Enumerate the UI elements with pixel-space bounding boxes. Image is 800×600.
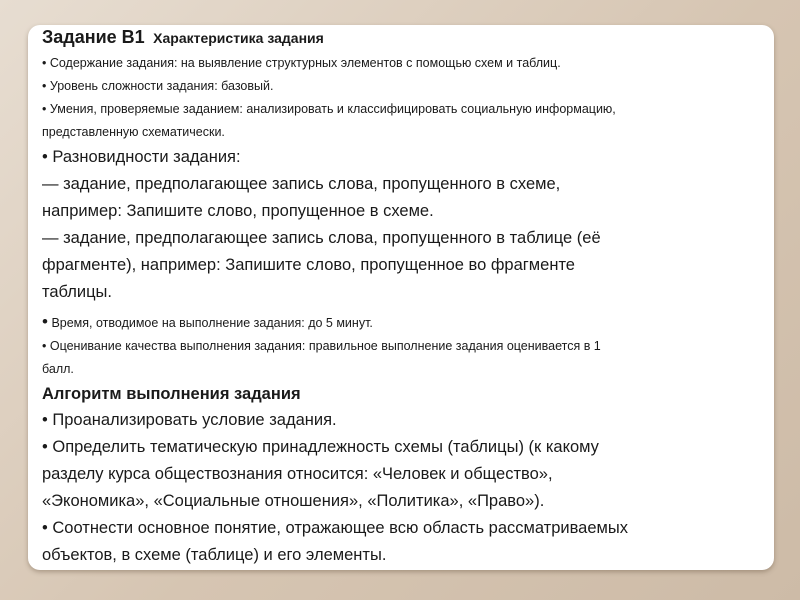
grading-line-1: • Оценивание качества выполнения задания: правильное выполнение задания оценивается в 1	[42, 339, 601, 353]
slide-title	[42, 27, 762, 47]
time-text: Время, отводимое на выполнение задания: до 5 минут.	[51, 316, 373, 330]
algorithm-step-2-line2: разделу курса обществознания относится: «Человек и общество»,	[42, 465, 553, 483]
slide-content	[42, 27, 762, 569]
algorithm-step-1: • Проанализировать условие задания.	[42, 411, 337, 429]
grading-line-2: балл.	[42, 362, 74, 376]
algorithm-step-2-line1: • Определить тематическую принадлежность схемы (таблицы) (к какому	[42, 438, 599, 456]
level-line: • Уровень сложности задания: базовый.	[42, 79, 274, 93]
algorithm-step-2-line3: «Экономика», «Социальные отношения», «Политика», «Право»).	[42, 492, 545, 510]
time-bullet: •	[42, 312, 48, 331]
variant2-line3: таблицы.	[42, 283, 112, 301]
skills-line-1: • Умения, проверяемые заданием: анализировать и классифицировать социальную информацию,	[42, 102, 616, 116]
variant2-line2: фрагменте), например: Запишите слово, пропущенное во фрагменте	[42, 256, 575, 274]
variant1-line2: например: Запишите слово, пропущенное в схеме.	[42, 202, 434, 220]
variants-header: • Разновидности задания:	[42, 148, 241, 166]
algorithm-step-3-line1: • Соотнести основное понятие, отражающее всю область рассматриваемых	[42, 519, 628, 537]
variant2-line1: — задание, предполагающее запись слова, пропущенного в таблице (её	[42, 229, 601, 247]
title-main: Задание В1	[42, 27, 145, 47]
algorithm-step-3-line2: объектов, в схеме (таблице) и его элементы.	[42, 546, 387, 564]
variant1-line1: — задание, предполагающее запись слова, пропущенного в схеме,	[42, 175, 561, 193]
slide-card	[28, 25, 774, 570]
content-line: • Содержание задания: на выявление структурных элементов с помощью схем и таблиц.	[42, 56, 561, 70]
time-line	[42, 310, 762, 335]
algorithm-title: Алгоритм выполнения задания	[42, 385, 301, 403]
title-subtitle: Характеристика задания	[153, 30, 324, 46]
skills-line-2: представленную схематически.	[42, 125, 225, 139]
